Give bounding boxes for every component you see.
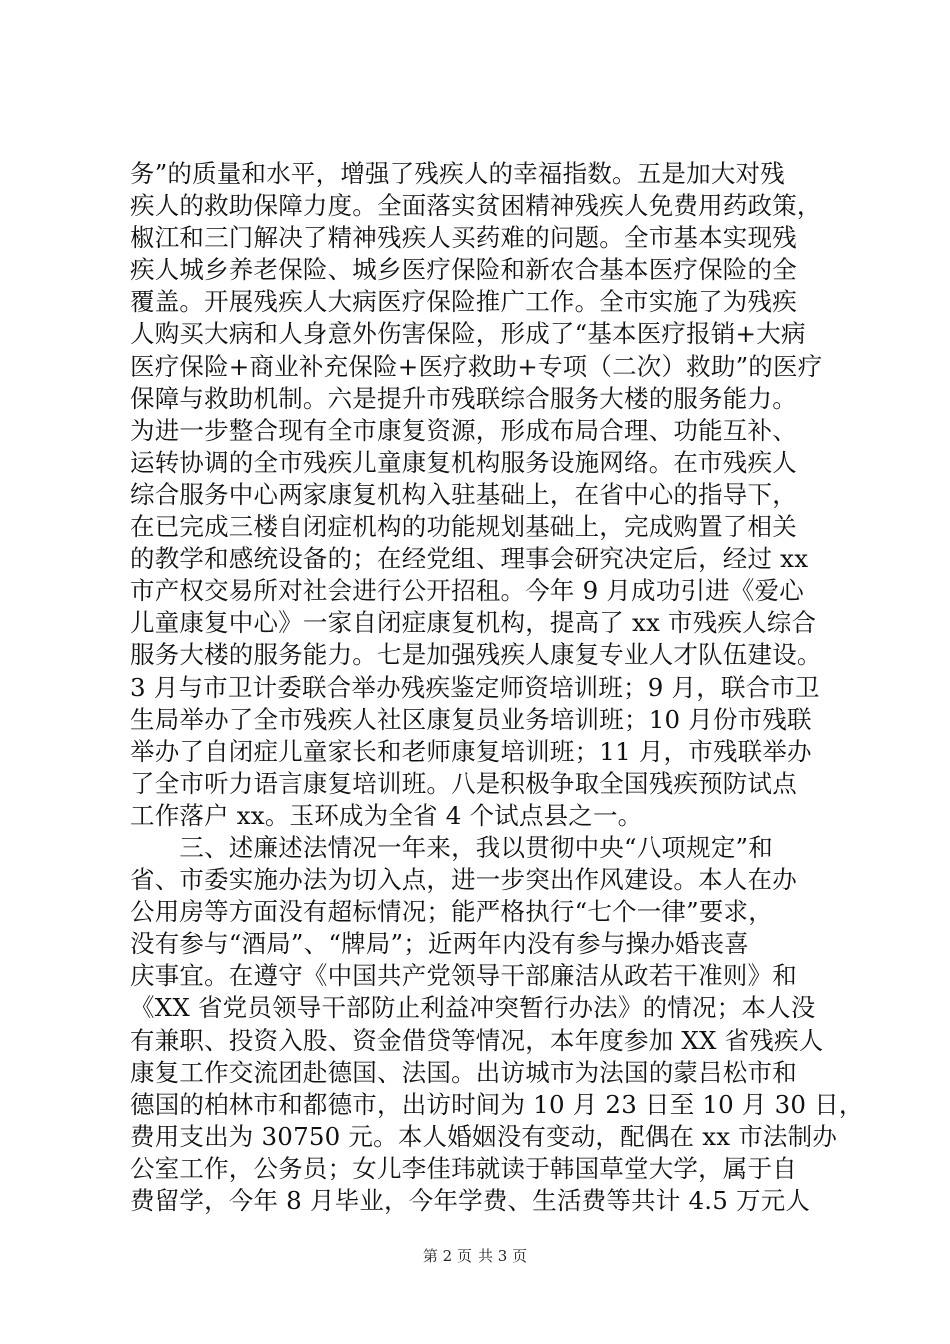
text-line: 费留学，今年 8 月毕业，今年学费、生活费等共计 4.5 万元人 — [130, 1186, 811, 1215]
text-line: 没有参与“酒局”、“牌局”；近两年内没有参与操办婚丧喜 — [130, 929, 749, 959]
text-line: 公用房等方面没有超标情况；能严格执行“七个一律”要求， — [130, 897, 773, 927]
text-line: 务”的质量和水平，增强了残疾人的幸福指数。五是加大对残 — [130, 159, 785, 188]
text-line: 运转协调的全市残疾儿童康复机构服务设施网络。在市残疾人 — [130, 447, 797, 477]
text-line: 椒江和三门解决了精神残疾人买药难的问题。全市基本实现残 — [130, 223, 797, 253]
text-line: 服务大楼的服务能力。七是加强残疾人康复专业人才队伍建设。 — [130, 640, 822, 670]
text-line: 康复工作交流团赴德国、法国。出访城市为法国的蒙吕松市和 — [130, 1057, 797, 1087]
text-line: 医疗保险+商业补充保险+医疗救助+专项（二次）救助”的医疗 — [130, 351, 823, 381]
text-line: 《XX 省党员领导干部防止利益冲突暂行办法》的情况；本人没 — [130, 993, 816, 1023]
text-line: 费用支出为 30750 元。本人婚姻没有变动，配偶在 xx 市法制办 — [130, 1121, 838, 1151]
text-line: 公室工作，公务员；女儿李佳玮就读于韩国草堂大学，属于自 — [130, 1153, 797, 1183]
text-line: 市产权交易所对社会进行公开招租。今年 9 月成功引进《爱心 — [130, 576, 804, 606]
text-line: 三、述廉述法情况一年来，我以贯彻中央“八项规定”和 — [130, 832, 773, 862]
text-line: 在已完成三楼自闭症机构的功能规划基础上，完成购置了相关 — [130, 512, 797, 542]
text-line: 保障与救助机制。六是提升市残联综合服务大楼的服务能力。 — [130, 383, 797, 413]
text-line: 的教学和感统设备的；在经党组、理事会研究决定后，经过 xx — [130, 544, 809, 574]
text-line: 人购买大病和人身意外伤害保险，形成了“基本医疗报销+大病 — [130, 319, 806, 349]
text-line: 德国的柏林市和都德市，出访时间为 10 月 23 日至 10 月 30 日， — [130, 1089, 864, 1119]
text-line: 了全市听力语言康复培训班。八是积极争取全国残疾预防试点 — [130, 768, 797, 798]
text-line: 工作落户 xx。玉环成为全省 4 个试点县之一。 — [130, 800, 643, 830]
text-line: 覆盖。开展残疾人大病医疗保险推广工作。全市实施了为残疾 — [130, 287, 797, 317]
text-line: 有兼职、投资入股、资金借贷等情况，本年度参加 XX 省残疾人 — [130, 1025, 824, 1055]
text-line: 为进一步整合现有全市康复资源，形成布局合理、功能互补、 — [130, 415, 797, 445]
text-line: 综合服务中心两家康复机构入驻基础上，在省中心的指导下， — [130, 479, 797, 509]
page-number: 第 2 页 — [422, 1247, 472, 1265]
text-line: 省、市委实施办法为切入点，进一步突出作风建设。本人在办 — [130, 865, 797, 895]
page-total: 共 3 页 — [478, 1247, 528, 1265]
text-line: 疾人的救助保障力度。全面落实贫困精神残疾人免费用药政策， — [130, 191, 822, 221]
text-line: 疾人城乡养老保险、城乡医疗保险和新农合基本医疗保险的全 — [130, 255, 797, 285]
text-line: 儿童康复中心》一家自闭症康复机构，提高了 xx 市残疾人综合 — [130, 608, 817, 638]
text-line: 生局举办了全市残疾人社区康复员业务培训班；10 月份市残联 — [130, 704, 812, 734]
text-line: 举办了自闭症儿童家长和老师康复培训班；11 月，市残联举办 — [130, 736, 812, 766]
text-line: 3 月与市卫计委联合举办残疾鉴定师资培训班；9 月，联合市卫 — [130, 672, 820, 702]
page-footer — [0, 1246, 950, 1266]
body-text — [130, 158, 864, 1217]
text-line: 庆事宜。在遵守《中国共产党领导干部廉洁从政若干准则》和 — [130, 961, 797, 991]
